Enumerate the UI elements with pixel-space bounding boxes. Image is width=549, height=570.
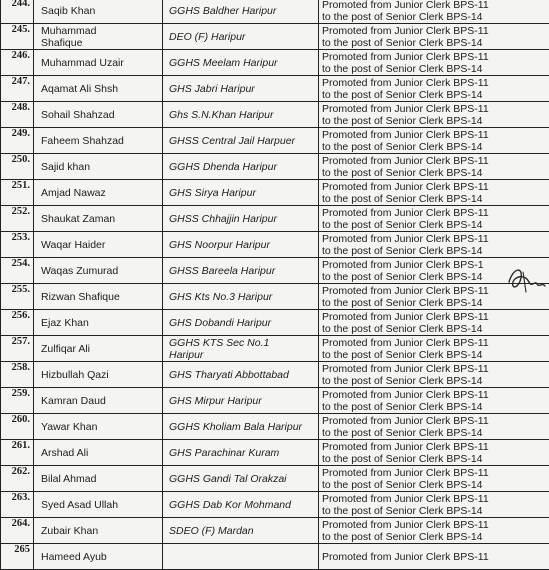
promotion-remarks-line: Promoted from Junior Clerk BPS-11 [322,24,489,37]
posting-station-line: GGHS Kholiam Bala Haripur [169,420,303,433]
serial-number: 263. [1,492,34,518]
promotion-remarks [319,466,549,492]
employee-name-line: Waqar Haider [41,238,106,251]
table-row [1,154,549,180]
promotion-remarks [319,24,549,50]
promotion-remarks-line: Promoted from Junior Clerk BPS-11 [322,518,489,531]
promotion-remarks-line: Promoted from Junior Clerk BPS-11 [322,0,489,11]
promotion-remarks-line: Promoted from Junior Clerk BPS-11 [322,232,489,245]
promotion-remarks [319,154,549,180]
serial-number: 254. [1,258,34,284]
table-row [1,388,549,414]
employee-name [34,180,163,206]
promotion-remarks-line: to the post of Senior Clerk BPS-14 [322,140,483,153]
employee-name [34,414,163,440]
promotion-remarks-line: to the post of Senior Clerk BPS-14 [322,478,483,491]
employee-name-line: Kamran Daud [41,394,106,407]
signature-mark [505,262,549,298]
promotion-remarks-line: to the post of Senior Clerk BPS-14 [322,114,483,127]
promotion-remarks [319,102,549,128]
employee-name [34,206,163,232]
posting-station-line: DEO (F) Haripur [169,30,246,43]
table-row [1,50,549,76]
promotion-remarks-line: Promoted from Junior Clerk BPS-11 [322,310,489,323]
employee-name [34,102,163,128]
serial-number: 245. [1,24,34,50]
posting-station [163,258,319,284]
employee-name-line: Syed Asad Ullah [41,498,119,511]
promotion-remarks-line: to the post of Senior Clerk BPS-14 [322,62,483,75]
serial-number: 247. [1,76,34,102]
promotion-remarks-line: to the post of Senior Clerk BPS-14 [322,400,483,413]
promotion-remarks-line: Promoted from Junior Clerk BPS-11 [322,180,489,193]
table-row [1,24,549,50]
serial-number: 255. [1,284,34,310]
employee-name [34,440,163,466]
promotion-remarks-line: Promoted from Junior Clerk BPS-11 [322,154,489,167]
table-row [1,180,549,206]
employee-name-line: Sohail Shahzad [41,108,115,121]
promotion-remarks-line: to the post of Senior Clerk BPS-14 [322,244,483,257]
serial-number: 244. [1,0,34,24]
posting-station-line: GGHS KTS Sec No.1 [169,336,270,349]
serial-number: 248. [1,102,34,128]
promotion-remarks-line: to the post of Senior Clerk BPS-14 [322,192,483,205]
promotion-remarks [319,336,549,362]
employee-name-line: Arshad Ali [41,446,89,459]
employee-name-line: Bilal Ahmad [41,472,97,485]
employee-name [34,310,163,336]
posting-station [163,50,319,76]
employee-name-line: Zulfiqar Ali [41,342,91,355]
posting-station [163,128,319,154]
promotion-remarks [319,388,549,414]
employee-name-line: Shaukat Zaman [41,212,116,225]
table-row [1,440,549,466]
promotion-remarks-line: Promoted from Junior Clerk BPS-11 [322,76,489,89]
posting-station-line: GGHS Gandi Tal Orakzai [169,472,287,485]
table-row [1,102,549,128]
posting-station-line: GHSS Chhajjin Haripur [169,212,277,225]
posting-station-line: GHSS Central Jail Harpuer [169,134,296,147]
promotion-remarks [319,232,549,258]
promotion-remarks [319,414,549,440]
serial-number: 261. [1,440,34,466]
posting-station [163,440,319,466]
employee-name [34,284,163,310]
promotion-remarks-line: Promoted from Junior Clerk BPS-11 [322,388,489,401]
promotion-remarks-line: Promoted from Junior Clerk BPS-11 [322,284,489,297]
table-row [1,258,549,284]
posting-station-line: GGHS Dhenda Haripur [169,160,277,173]
promotion-remarks [319,492,549,518]
promotion-remarks-line: Promoted from Junior Clerk BPS-11 [322,50,489,63]
promotion-remarks-line: Promoted from Junior Clerk BPS-11 [322,492,489,505]
serial-number: 249. [1,128,34,154]
posting-station-line: GHS Jabri Haripur [169,82,255,95]
posting-station-line: GHS Sirya Haripur [169,186,256,199]
employee-name [34,466,163,492]
promotion-remarks-line: to the post of Senior Clerk BPS-14 [322,452,483,465]
promotion-remarks [319,518,549,544]
employee-name-line: Shafique [41,36,83,49]
employee-name [34,50,163,76]
employee-name-line: Amjad Nawaz [41,186,106,199]
employee-name-line: Hizbullah Qazi [41,368,109,381]
promotion-remarks-line: to the post of Senior Clerk BPS-14 [322,348,483,361]
table-row [1,466,549,492]
promotion-remarks-line: to the post of Senior Clerk BPS-14 [322,504,483,517]
employee-name-line: Faheem Shahzad [41,134,124,147]
employee-name-line: Hameed Ayub [41,550,107,563]
posting-station [163,388,319,414]
posting-station [163,232,319,258]
posting-station [163,518,319,544]
employee-name [34,388,163,414]
promotion-remarks [319,206,549,232]
posting-station-line: GGHS Dab Kor Mohmand [169,498,291,511]
employee-name-line: Waqas Zumurad [41,264,119,277]
posting-station [163,466,319,492]
posting-station-line: Ghs S.N.Khan Haripur [169,108,274,121]
promotion-remarks-line: to the post of Senior Clerk BPS-14 [322,166,483,179]
employee-name [34,336,163,362]
serial-number: 258. [1,362,34,388]
promotion-remarks [319,440,549,466]
promotion-table-body [1,0,549,570]
promotion-remarks-line: Promoted from Junior Clerk BPS-11 [322,550,489,563]
employee-name-line: Sajid khan [41,160,91,173]
promotion-remarks-line: Promoted from Junior Clerk BPS-11 [322,102,489,115]
table-row [1,518,549,544]
employee-name-line: Yawar Khan [41,420,98,433]
posting-station [163,180,319,206]
serial-number: 264. [1,518,34,544]
posting-station [163,362,319,388]
table-row [1,310,549,336]
table-row [1,544,549,570]
serial-number: 252. [1,206,34,232]
employee-name [34,154,163,180]
promotion-remarks [319,180,549,206]
posting-station [163,492,319,518]
posting-station [163,336,319,362]
posting-station-line: GGHS Meelam Haripur [169,56,278,69]
posting-station [163,0,319,24]
table-row [1,336,549,362]
posting-station-line: GHS Kts No.3 Haripur [169,290,273,303]
table-row [1,492,549,518]
employee-name [34,362,163,388]
promotion-remarks [319,544,549,570]
posting-station [163,76,319,102]
table-row [1,362,549,388]
employee-name-line: Ejaz Khan [41,316,89,329]
employee-name [34,544,163,570]
promotion-remarks-line: Promoted from Junior Clerk BPS-11 [322,362,489,375]
employee-name-line: Saqib Khan [41,4,96,17]
posting-station-line: Haripur [169,348,204,361]
table-row [1,128,549,154]
employee-name-line: Zubair Khan [41,524,99,537]
posting-station-line: GHS Tharyati Abbottabad [169,368,289,381]
serial-number: 260. [1,414,34,440]
employee-name-line: Rizwan Shafique [41,290,120,303]
serial-number: 262. [1,466,34,492]
promotion-remarks-line: Promoted from Junior Clerk BPS-11 [322,466,489,479]
posting-station-line: GHS Mirpur Haripur [169,394,262,407]
posting-station [163,24,319,50]
serial-number: 251. [1,180,34,206]
employee-name [34,258,163,284]
promotion-remarks [319,128,549,154]
employee-name-line: Muhammad Uzair [41,56,124,69]
serial-number: 259. [1,388,34,414]
posting-station [163,310,319,336]
serial-number: 265 [1,544,34,570]
employee-name [34,76,163,102]
promotion-remarks [319,50,549,76]
employee-name [34,492,163,518]
posting-station-line: GHSS Bareela Haripur [169,264,276,277]
table-row [1,284,549,310]
posting-station-line: GHS Dobandi Haripur [169,316,272,329]
employee-name-line: Aqamat Ali Shsh [41,82,119,95]
promotion-remarks-line: to the post of Senior Clerk BPS-14 [322,218,483,231]
promotion-remarks-line: Promoted from Junior Clerk BPS-11 [322,440,489,453]
promotion-remarks-line: to the post of Senior Clerk BPS-14 [322,296,483,309]
promotion-remarks-line: Promoted from Junior Clerk BPS-11 [322,414,489,427]
table-row [1,232,549,258]
posting-station-line: GHS Noorpur Haripur [169,238,270,251]
promotion-remarks-line: Promoted from Junior Clerk BPS-11 [322,128,489,141]
serial-number: 250. [1,154,34,180]
employee-name [34,128,163,154]
posting-station [163,154,319,180]
promotion-remarks [319,76,549,102]
promotion-remarks-line: to the post of Senior Clerk BPS-14 [322,88,483,101]
promotion-remarks-line: Promoted from Junior Clerk BPS-1 [322,258,484,271]
promotion-remarks-line: to the post of Senior Clerk BPS-14 [322,426,483,439]
posting-station-line: GGHS Baldher Haripur [169,4,277,17]
table-row [1,206,549,232]
posting-station [163,284,319,310]
promotion-remarks [319,362,549,388]
promotion-remarks-line: Promoted from Junior Clerk BPS-11 [322,206,489,219]
posting-station [163,544,319,570]
promotion-remarks-line: to the post of Senior Clerk BPS-14 [322,36,483,49]
promotion-remarks-line: to the post of Senior Clerk BPS-14 [322,374,483,387]
serial-number: 257. [1,336,34,362]
promotion-remarks-line: Promoted from Junior Clerk BPS-11 [322,336,489,349]
promotion-remarks [319,0,549,24]
employee-name [34,0,163,24]
posting-station-line: SDEO (F) Mardan [169,524,254,537]
table-row [1,0,549,24]
posting-station [163,206,319,232]
posting-station-line: GHS Parachinar Kuram [169,446,280,459]
promotion-remarks-line: to the post of Senior Clerk BPS-14 [322,322,483,335]
employee-name-line: Muhammad [41,24,97,37]
serial-number: 256. [1,310,34,336]
table-row [1,414,549,440]
promotion-remarks-line: to the post of Senior Clerk BPS-14 [322,270,483,283]
serial-number: 246. [1,50,34,76]
promotion-remarks-line: to the post of Senior Clerk BPS-14 [322,530,483,543]
posting-station [163,414,319,440]
promotion-remarks-line: to the post of Senior Clerk BPS-14 [322,10,483,23]
table-row [1,76,549,102]
employee-name [34,24,163,50]
serial-number: 253. [1,232,34,258]
promotion-remarks [319,310,549,336]
employee-name [34,518,163,544]
posting-station [163,102,319,128]
employee-name [34,232,163,258]
